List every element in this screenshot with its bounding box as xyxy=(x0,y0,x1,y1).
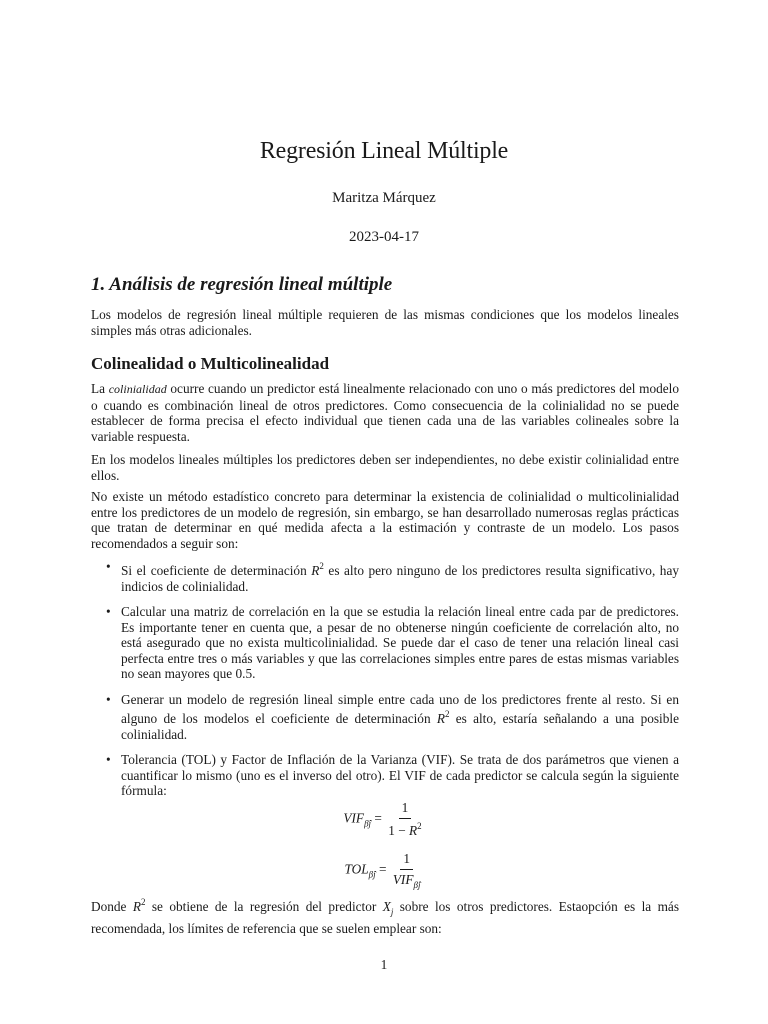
bullet-icon: • xyxy=(106,604,111,619)
subsection-heading: Colinealidad o Multicolinealidad xyxy=(91,354,330,373)
document-date: 2023-04-17 xyxy=(349,229,419,245)
colinearity-paragraph xyxy=(91,381,679,444)
bullet-icon: • xyxy=(106,752,111,767)
list-item: • Tolerancia (TOL) y Factor de Inflación de la Varianza (VIF). Se trata de dos parámetros que vienen a cuantificar lo mismo (uno es el inverso del otro). El VIF de cada predictor se calcula según la siguiente fórmula: xyxy=(106,752,679,798)
bullet-icon: • xyxy=(106,559,111,574)
closing-paragraph: Donde $R^2$ se obtiene de la regresión del predictor $X_j$ sobre los otros predictores. Estaopción es la más recomendada, los límites de referencia que se suelen emplear son: xyxy=(91,897,680,936)
list-item: • Calcular una matriz de correlación en la que se estudia la relación lineal entre cada par de predictores. Es importante tener en cuenta que, a pesar de no obtenerse ningún coeficiente de correlación alto, no está asegurado que no exista multicolinialidad. Se puede dar el caso de tener una relación lineal casi perfecta entre tres o más variables y que las correlaciones simples entre pares de estas mismas variables no sean mayores que 0.5. xyxy=(106,604,679,681)
list-item: • Generar un modelo de regresión lineal simple entre cada uno de los predictores frente al resto. Si en alguno de los modelos el coeficiente de determinación $R^2$ es alto, estaría señalando a una posible colinialidad. xyxy=(106,691,679,742)
list-item: • Si el coeficiente de determinación $R^2$ es alto pero ninguno de los predictores resulta significativo, hay indicios de colinialidad. xyxy=(106,559,679,594)
bullet-icon: • xyxy=(106,691,111,707)
tol-fraction: $\frac{1}{VIF_{\betâj}}$ xyxy=(392,851,421,890)
method-paragraph: No existe un método estadístico concreto para determinar la existencia de colinialidad o multicolinialidad entre los predictores de un modelo de regresión, sin embargo, se han desarrollado numerosas reglas prácticas que tratan de determinar en qué medida afecta a la estimación y contraste de un modelo. Los pasos recomendados a seguir son: xyxy=(91,489,679,551)
page-number: 1 xyxy=(380,957,388,972)
intro-paragraph: Los modelos de regresión lineal múltiple requieren de las mismas condiciones que los modelos lineales simples más otras adicionales. xyxy=(91,307,679,338)
emphasized-term: colinialidad xyxy=(108,382,167,396)
tol-formula: $TOL_{\betâj}$ = $\frac{1}{VIF_{\betâj}}$ xyxy=(0,851,768,890)
paragraph-text: ocurre cuando un predictor está linealmente relacionado con uno o más predictores del modelo o cuando es combinación lineal de otros predictores. Como consecuencia de la colinialidad no se puede establecer de forma precisa el efecto individual que tienen cada una de las variables colineales sobre la variable respuesta. xyxy=(91,381,679,444)
vif-fraction: $\frac{1}{1 - R^2}$ xyxy=(388,800,422,838)
author-name: Maritza Márquez xyxy=(332,190,436,206)
independence-paragraph: En los modelos lineales múltiples los predictores deben ser independientes, no debe existir colinialidad entre ellos. xyxy=(91,452,679,483)
page-title: Regresión Lineal Múltiple xyxy=(259,138,509,164)
vif-formula: $VIF_{\betâj}$ = $\frac{1}{1 - R^2}$ xyxy=(0,800,768,839)
recommended-steps-list xyxy=(91,559,679,809)
paragraph-text: La xyxy=(91,381,109,396)
section-heading: 1. Análisis de regresión lineal múltiple xyxy=(91,274,393,295)
